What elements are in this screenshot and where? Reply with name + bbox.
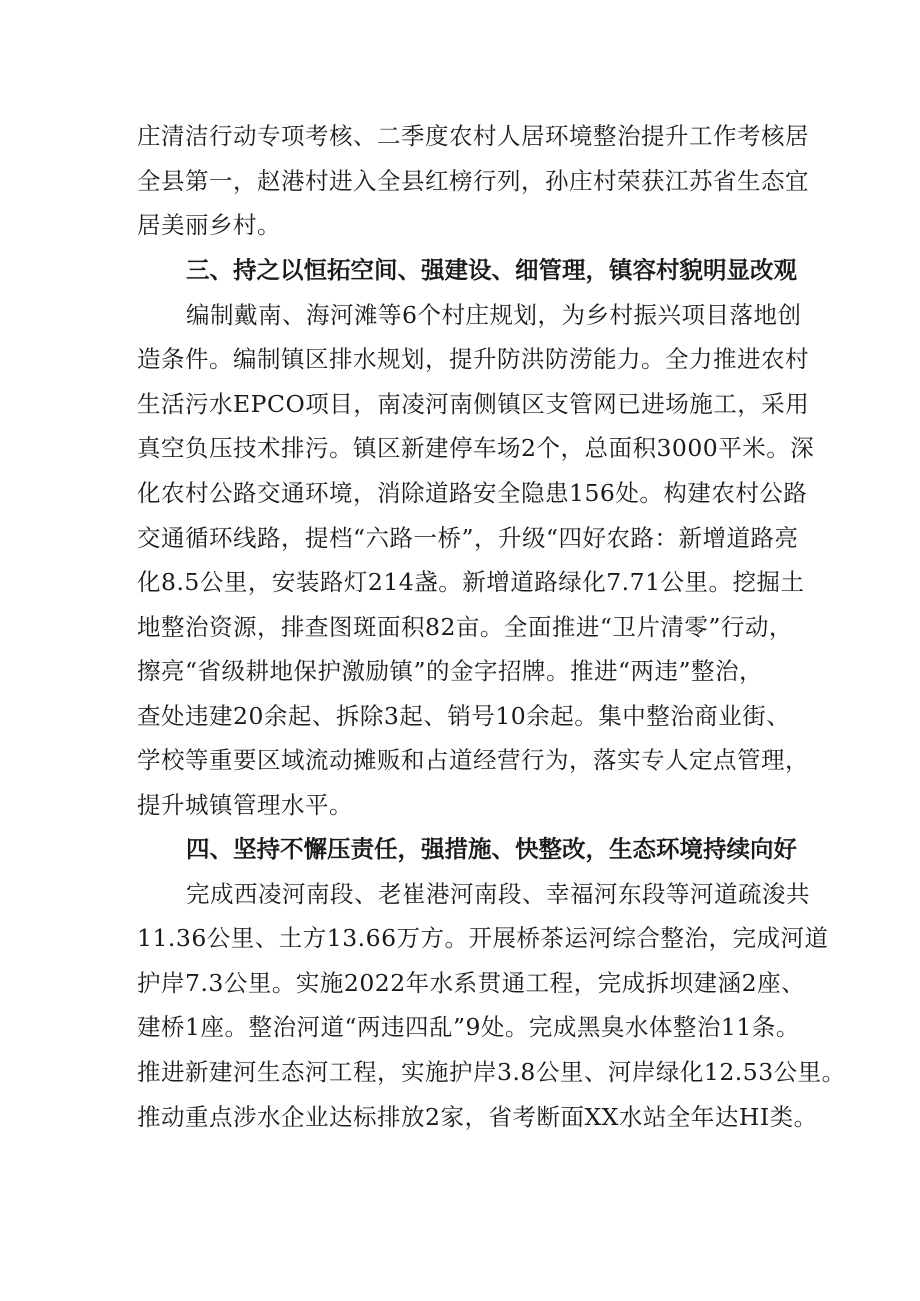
paragraph-2-line-5: 化农村公路交通环境，消除道路安全隐患156处。构建农村公路: [137, 479, 808, 507]
paragraph-2-line-1: 编制戴南、海河滩等6个村庄规划，为乡村振兴项目落地创: [186, 301, 802, 329]
paragraph-2-line-11: 学校等重要区域流动摊贩和占道经营行为，落实专人定点管理，: [137, 746, 809, 774]
paragraph-3-line-3: 护岸7.3公里。实施2022年水系贯通工程，完成拆坝建涵2座、: [137, 969, 806, 997]
paragraph-1-line-2: 全县第一，赵港村进入全县红榜行列，孙庄村荣获江苏省生态宜: [137, 167, 809, 195]
paragraph-2-line-2: 造条件。编制镇区排水规划，提升防洪防涝能力。全力推进农村: [137, 345, 809, 373]
paragraph-2-line-4: 真空负压技术排污。镇区新建停车场2个，总面积3000平米。深: [137, 434, 815, 462]
paragraph-1-line-1: 庄清洁行动专项考核、二季度农村人居环境整治提升工作考核居: [137, 122, 809, 150]
paragraph-3-line-1: 完成西凌河南段、老崔港河南段、幸福河东段等河道疏浚共: [186, 880, 810, 908]
paragraph-3-line-2: 11.36公里、土方13.66万方。开展桥茶运河综合整治，完成河道: [137, 924, 829, 952]
paragraph-2-line-3: 生活污水EPCO项目，南凌河南侧镇区支管网已进场施工，采用: [137, 390, 810, 418]
paragraph-2-line-7: 化8.5公里，安装路灯214盏。新增道路绿化7.71公里。挖掘土: [137, 568, 805, 596]
section-heading-3: 三、持之以恒拓空间、强建设、细管理，镇容村貌明显改观: [186, 256, 797, 284]
paragraph-3-line-4: 建桥1座。整治河道“两违四乱”9处。完成黑臭水体整治11条。: [137, 1013, 800, 1041]
paragraph-2-line-8: 地整治资源，排查图斑面积82亩。全面推进“卫片清零”行动，: [137, 613, 793, 641]
paragraph-2-line-9: 擦亮“省级耕地保护激励镇”的金字招牌。推进“两违”整治，: [137, 657, 764, 685]
paragraph-2-line-10: 查处违建20余起、拆除3起、销号10余起。集中整治商业街、: [137, 702, 791, 730]
paragraph-2-line-6: 交通循环线路，提档“六路一桥”，升级“四好农路：新增道路亮: [137, 524, 799, 552]
paragraph-3-line-5: 推进新建河生态河工程，实施护岸3.8公里、河岸绿化12.53公里。: [137, 1058, 846, 1086]
paragraph-2-line-12: 提升城镇管理水平。: [137, 791, 353, 819]
paragraph-1-line-3: 居美丽乡村。: [137, 211, 281, 239]
section-heading-4: 四、坚持不懈压责任，强措施、快整改，生态环境持续向好: [186, 835, 797, 863]
paragraph-3-line-6: 推动重点涉水企业达标排放2家，省考断面XX水站全年达HI类。: [137, 1103, 818, 1131]
